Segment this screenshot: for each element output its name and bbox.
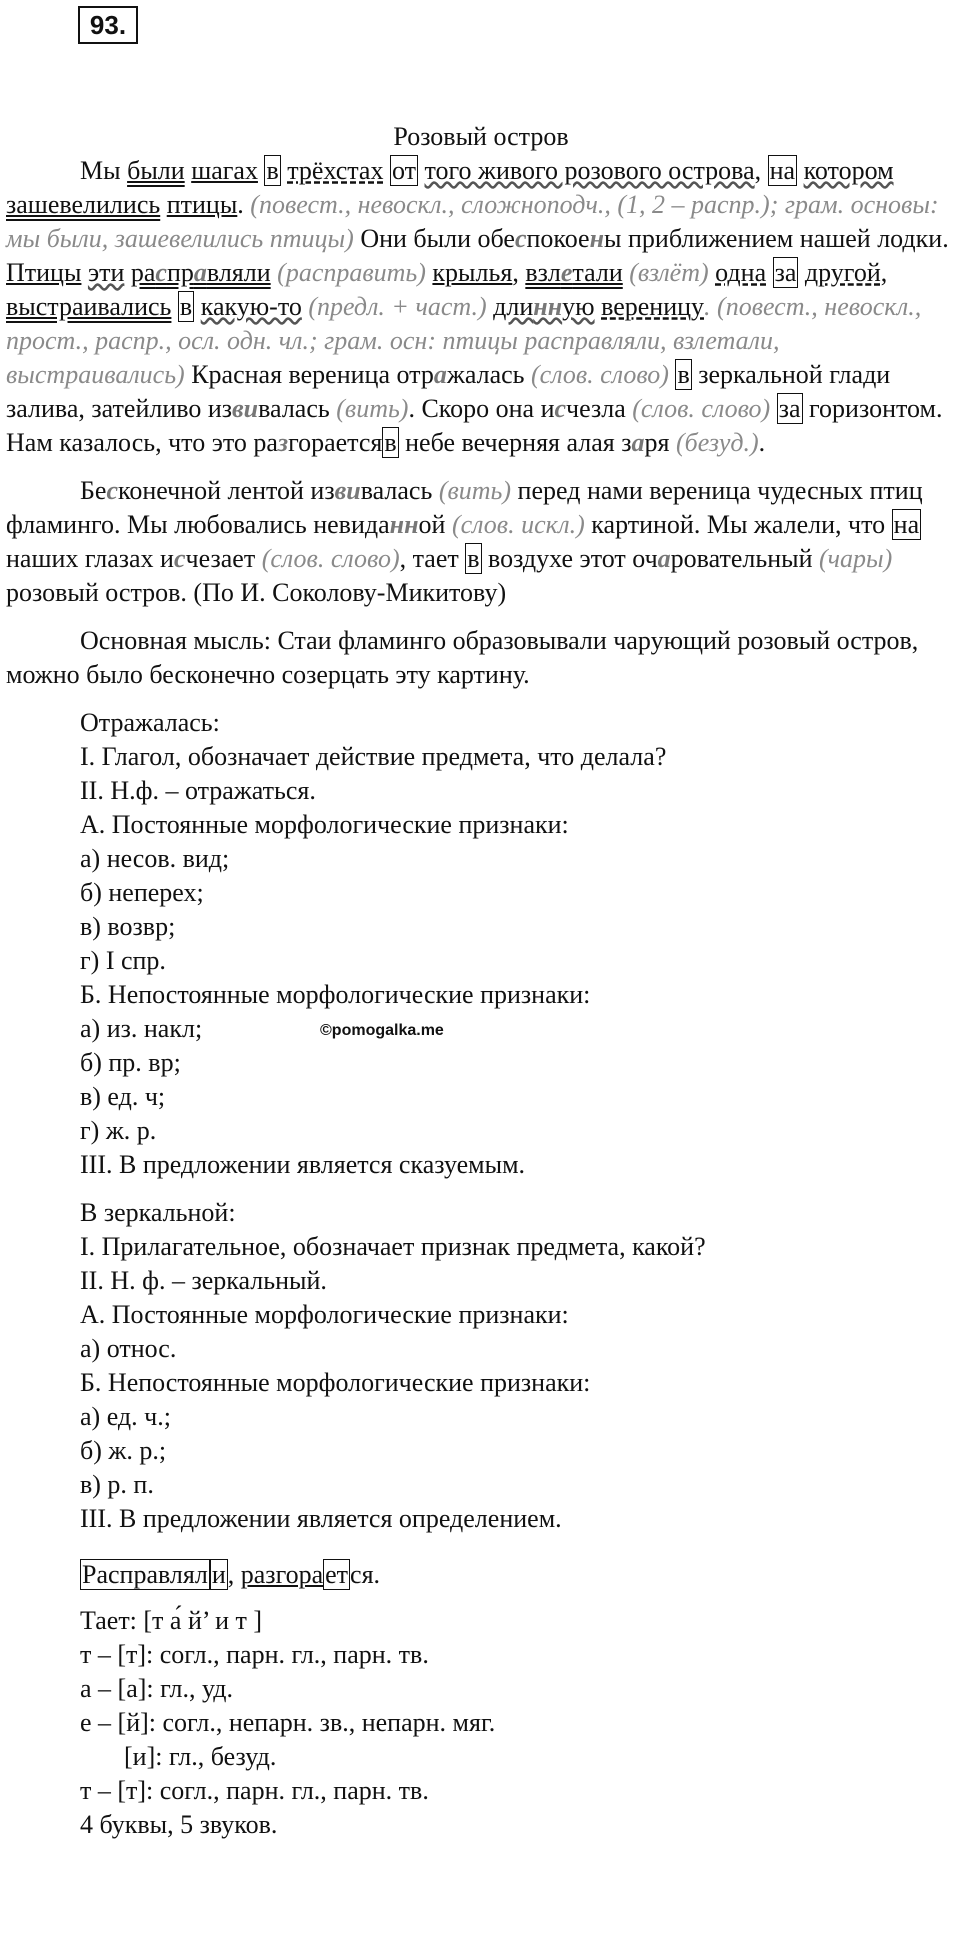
grammar-note: (слов. слово) <box>531 360 669 389</box>
text: ровательный <box>670 544 819 573</box>
text: горается <box>288 428 383 457</box>
highlight-letter: а <box>657 544 671 573</box>
grammar-note: (расправить) <box>277 258 426 287</box>
morpheme-postfix: ся <box>350 1560 374 1589</box>
highlight-letter: с <box>106 476 119 505</box>
highlight-letter: е <box>560 258 573 287</box>
preposition-box: за <box>778 394 801 423</box>
highlight-letter: а <box>433 360 447 389</box>
grammar-note: (безуд.) <box>675 428 759 457</box>
subject-word: птицы <box>166 190 238 219</box>
analysis-head: Отражалась: <box>80 708 220 737</box>
predicate-word: зашевелились <box>6 190 161 219</box>
phonetic-line: т – [т]: согл., парн. гл., парн. тв. <box>80 1776 429 1805</box>
text: ы приближением нашей лодки. <box>604 224 949 253</box>
preposition-box: в <box>677 360 690 389</box>
word: котором <box>803 156 894 185</box>
morpheme-stem: Расправлял <box>82 1560 208 1589</box>
text: нами вереница чудесных птиц фламинго. Мы любовались невида <box>6 476 923 539</box>
highlight-letter: н <box>589 224 605 253</box>
text: . Скоро она и <box>408 394 555 423</box>
predicate-word <box>525 258 622 287</box>
predicate-word <box>131 258 271 287</box>
highlight-letter: а <box>193 258 207 287</box>
text: наших глазах и <box>6 544 174 573</box>
grammar-note: (повест., невоскл., сложноподч., (1, 2 – распр.); грам. основы: мы были, зашевелились птицы) <box>6 190 939 253</box>
analysis-line: г) ж. р. <box>80 1116 157 1145</box>
analysis-line: а) относ. <box>80 1334 177 1363</box>
text: взл <box>525 258 561 287</box>
analysis-line: Б. Непостоянные морфологические признаки: <box>80 980 591 1009</box>
preposition-box: на <box>893 510 920 539</box>
analysis-line: I. Глагол, обозначает действие предмета, что делала? <box>80 742 667 771</box>
text: валась <box>258 394 337 423</box>
grammar-note: (слов. слово) <box>261 544 400 573</box>
text: небе вечерняя алая з <box>398 428 632 457</box>
analysis-line: А. Постоянные морфологические признаки: <box>80 1300 569 1329</box>
document-page <box>6 120 956 1842</box>
highlight-letter: нн <box>389 510 419 539</box>
morpheme-stem: разгора <box>240 1560 324 1589</box>
word: вереницу <box>601 292 705 321</box>
text: пр <box>166 258 194 287</box>
highlight-letter: с <box>554 394 567 423</box>
paragraph-2 <box>6 474 956 610</box>
grammar-note: (слов. слово) <box>632 394 771 423</box>
punct: , <box>754 156 768 185</box>
highlight-letter: с <box>173 544 186 573</box>
text: воздухе этот оч <box>481 544 658 573</box>
preposition-box: от <box>391 156 416 185</box>
analysis-line: г) I спр. <box>80 946 166 975</box>
text: дли <box>493 292 534 321</box>
analysis-head: В зеркальной: <box>80 1198 236 1227</box>
word <box>493 292 594 321</box>
preposition-box: в <box>467 544 480 573</box>
analysis-line: в) ед. ч; <box>80 1082 166 1111</box>
text: Бе <box>80 476 107 505</box>
grammar-note: (вить) <box>438 476 512 505</box>
highlight-letter: и <box>346 476 361 505</box>
object-word: крылья <box>432 258 513 287</box>
analysis-zerkalnoy <box>6 1196 956 1536</box>
analysis-line: Б. Непостоянные морфологические признаки: <box>80 1368 591 1397</box>
grammar-note: (слов. искл.) <box>451 510 585 539</box>
preposition-box: в <box>384 428 397 457</box>
word: другой <box>804 258 881 287</box>
text: покое <box>526 224 590 253</box>
text: розовый остров. (По И. Соколову-Микитову) <box>6 578 507 607</box>
punct: . <box>373 1560 381 1589</box>
text: ую <box>562 292 595 321</box>
text: валась <box>360 476 439 505</box>
text: Они были обе <box>353 224 515 253</box>
word: шагах <box>191 156 258 185</box>
analysis-line: А. Постоянные морфологические признаки: <box>80 810 569 839</box>
morpheme-line <box>6 1558 956 1592</box>
text: , тает <box>399 544 466 573</box>
phonetic-line: [и]: гл., безуд. <box>124 1742 277 1771</box>
text: тали <box>572 258 623 287</box>
word: какую-то <box>200 292 302 321</box>
analysis-line: I. Прилагательное, обозначает признак предмета, какой? <box>80 1232 706 1261</box>
analysis-otrazhalas <box>6 706 956 1182</box>
preposition-box: в <box>179 292 193 321</box>
analysis-line: а) несов. вид; <box>80 844 230 873</box>
word: Мы <box>80 156 128 185</box>
text: ой <box>418 510 452 539</box>
highlight-letter: з <box>277 428 289 457</box>
highlight-letter: а <box>631 428 645 457</box>
task-number: 93. <box>78 6 138 44</box>
highlight-letter: в <box>232 394 244 423</box>
analysis-line: б) пр. вр; <box>80 1048 181 1077</box>
analysis-line: II. Н.ф. – отражаться. <box>80 776 316 805</box>
morpheme-ending: ет <box>325 1560 349 1589</box>
text: пере <box>511 476 568 505</box>
analysis-line: а) ед. ч.; <box>80 1402 171 1431</box>
punct: . <box>758 428 766 457</box>
analysis-line: в) возвр; <box>80 912 176 941</box>
highlight-letter: нн <box>533 292 563 321</box>
grammar-note: (взлёт) <box>629 258 709 287</box>
text-title: Розовый остров <box>393 122 569 151</box>
highlight-letter: д <box>567 476 581 505</box>
text: чезает <box>185 544 262 573</box>
main-idea: Основная мысль: Стаи фламинго образовывали чарующий розовый остров, можно было бесконечно созерцать эту картину. <box>6 626 919 689</box>
punct: . <box>237 190 251 219</box>
predicate-word: выстраивались <box>6 292 172 321</box>
text: ря <box>644 428 676 457</box>
analysis-line: а) из. накл; <box>80 1014 203 1043</box>
phonetic-line: а – [а]: гл., уд. <box>80 1674 234 1703</box>
phonetic-line: т – [т]: согл., парн. гл., парн. тв. <box>80 1640 429 1669</box>
analysis-line: б) ж. р.; <box>80 1436 167 1465</box>
phonetic-line: е – [й]: согл., непарн. зв., непарн. мяг. <box>80 1708 496 1737</box>
grammar-note: (вить) <box>336 394 409 423</box>
text: чезла <box>566 394 633 423</box>
analysis-line: б) неперех; <box>80 878 204 907</box>
highlight-letter: с <box>155 258 167 287</box>
highlight-letter: в <box>334 476 347 505</box>
text: картиной. Мы жалели, что <box>584 510 892 539</box>
word: того живого розового острова <box>424 156 755 185</box>
text: Красная вереница отр <box>184 360 434 389</box>
phonetic-line: 4 буквы, 5 звуков. <box>80 1810 278 1839</box>
highlight-letter: с <box>514 224 527 253</box>
text: зеркальной глади залива, затейливо из <box>6 360 891 423</box>
preposition-box: на <box>769 156 796 185</box>
preposition-box: в <box>266 156 279 185</box>
watermark: ©pomogalka.me <box>320 1022 444 1039</box>
punct: , <box>227 1560 241 1589</box>
text: горизонтом. Нам казалось, что это ра <box>6 394 943 457</box>
paragraph-1: Мы были шагах в трёхстах от того живого розового острова, на котором зашевелились птицы. (повест., невоскл., сложноподч., (1, 2 – распр.); грам. основы: мы были, зашевелились птицы) Они были обеспокоены приближением нашей лодки. Птицы эти расправляли (расправить) крылья, взлетали (взлёт) одна за другой, выстраивались в какую-то (предл. + част.) длинную вереницу. (повест., невоскл., прост., распр., осл. одн. чл.; грам. осн: птицы расправляли, взлетали, выстраивались) Красная вереница отражалась (слов. слово) в зеркальной глади залива, затейливо извивалась (вить). Скоро она исчезла (слов. слово) за горизонтом. Нам казалось, что это разгораетсяв небе вечерняя алая заря (безуд.). <box>6 156 949 457</box>
grammar-note: . (повест., невоскл., прост., распр., осл. одн. чл.; грам. осн: птицы расправляли, взлетали, выстраивались) <box>6 292 922 389</box>
analysis-line: III. В предложении является сказуемым. <box>80 1150 526 1179</box>
morpheme-ending: и <box>211 1560 226 1589</box>
highlight-letter: и <box>243 394 259 423</box>
morpheme-analysis <box>6 1558 956 1592</box>
phonetic-head: Тает: [т а́ й’ и т ] <box>80 1606 263 1635</box>
word: эти <box>87 258 125 287</box>
word: трёхстах <box>287 156 384 185</box>
grammar-note: (предл. + част.) <box>308 292 487 321</box>
text: вляли <box>206 258 271 287</box>
analysis-line: в) р. п. <box>80 1470 154 1499</box>
text: ра <box>130 258 156 287</box>
preposition-box: за <box>774 258 797 287</box>
text: жалась <box>446 360 532 389</box>
subject-word: Птицы <box>6 258 82 287</box>
text: конечной лентой из <box>118 476 335 505</box>
grammar-note: (чары) <box>819 544 893 573</box>
phonetic-analysis <box>6 1604 956 1842</box>
analysis-line: II. Н. ф. – зеркальный. <box>80 1266 327 1295</box>
word: одна <box>715 258 767 287</box>
analysis-line: III. В предложении является определением. <box>80 1504 562 1533</box>
predicate-word: были <box>127 156 185 185</box>
